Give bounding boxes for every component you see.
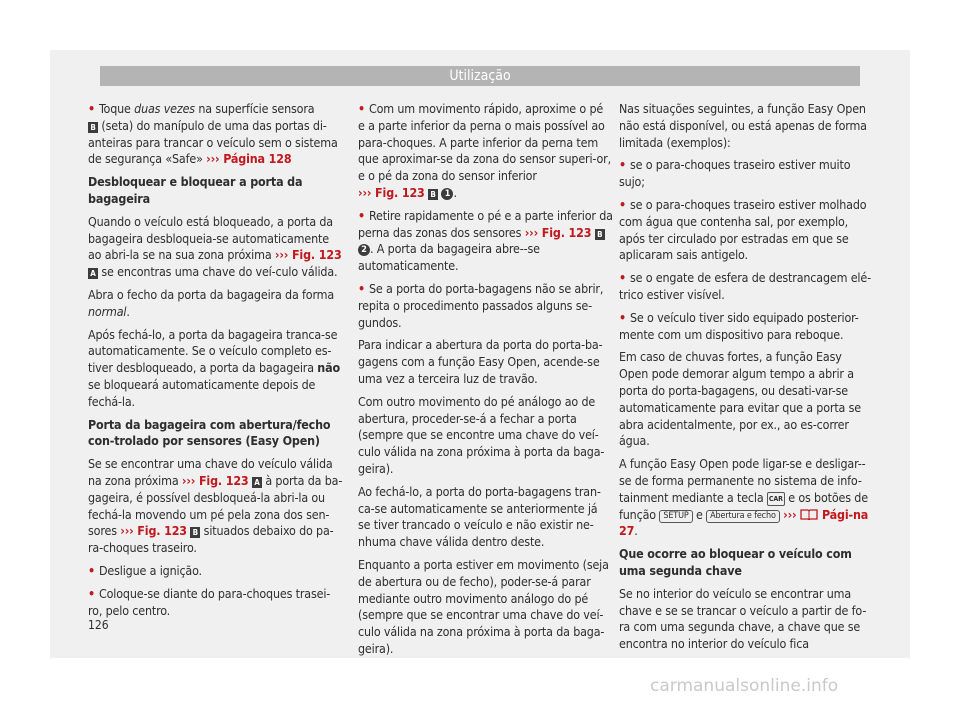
page-link[interactable]: ››› Pági-na 27 [619, 506, 869, 539]
figure-link[interactable]: ››› Fig. 123 [274, 247, 342, 263]
bullet-item: • Desligue a ignição. [88, 562, 202, 578]
paragraph: Em caso de chuvas fortes, a função Easy Open pode demorar algum tempo a abrir a porta do porta-bagagens, ou desati-var-se automaticamente para evitar que a porta se abra acidentalmente, por ex., ao es-correr água. [619, 349, 861, 449]
bullet-icon: • [88, 585, 95, 601]
paragraph: A função Easy Open pode ligar-se e desligar--se de forma permanente no sistema de info-tainment mediante a tecla CAR e os botões de função SETUP e Abertura e fecho ››› Pági-na 27. [619, 456, 869, 539]
paragraph: Abra o fecho da porta da bagageira da forma normal. [88, 286, 335, 319]
label-box: B [190, 527, 200, 538]
paragraph: Se no interior do veículo se encontrar uma chave e se se trancar o veículo a partir de fo-ra com uma segunda chave, a chave que se encontra no interior do veículo fica [619, 585, 867, 652]
column-right [619, 101, 874, 659]
bullet-icon: • [619, 196, 626, 212]
bullet-icon: • [619, 157, 626, 173]
bullet-item: • Se a porta do porta-bagagens não se abrir, repita o procedimento passados alguns se-gundos. [358, 280, 604, 330]
label-box: A [88, 268, 98, 279]
section-heading: Porta da bagageira com abertura/fecho con-trolado por sensores (Easy Open) [88, 416, 331, 449]
setup-key: SETUP [659, 510, 692, 523]
paragraph: Nas situações seguintes, a função Easy Open não está disponível, ou está apenas de forma limitada (exemplos): [619, 101, 867, 150]
bullet-item: • Retire rapidamente o pé e a parte inferior da perna das zonas dos sensores ››› Fig. 123 B 2 . A porta da bagageira abre--se automaticamente. [358, 207, 613, 274]
paragraph: Após fechá-lo, a porta da bagageira tranca-se automaticamente. Se o veículo completo es-tiver desbloqueado, a porta da bagageira não se bloqueará automaticamente depois de fechá-la. [88, 326, 340, 409]
paragraph: Ao fechá-lo, a porta do porta-bagagens tran-ca-se automaticamente se anteriormente já se tiver trancado o veículo e não existir ne-nhuma chave válida dentro deste. [358, 483, 601, 550]
bullet-icon: • [358, 207, 365, 223]
bullet-item: • se o engate de esfera de destrancagem elé-trico estiver visível. [619, 270, 871, 302]
paragraph: Com outro movimento do pé análogo ao de abertura, proceder-se-á a fechar a porta (sempre que se encontre uma chave do veí-culo válida na zona próxima à porta da baga-geira). [358, 393, 605, 476]
column-left [88, 101, 343, 625]
watermark: carmanualsonline.info [650, 676, 839, 696]
label-box: B [595, 229, 605, 240]
figure-link[interactable]: ››› Fig. 123 [358, 184, 425, 200]
bullet-icon: • [358, 101, 365, 116]
car-key-icon: CAR [767, 492, 785, 506]
bullet-icon: • [88, 101, 95, 116]
number-circle: 2 [358, 244, 370, 256]
section-heading: Desbloquear e bloquear a porta da bagageira [88, 174, 303, 206]
open-close-key: Abertura e fecho [706, 510, 780, 523]
label-box: B [428, 189, 438, 200]
number-circle: 1 [441, 188, 453, 200]
bullet-item: • se o para-choques traseiro estiver muito sujo; [619, 157, 851, 190]
paragraph: Quando o veículo está bloqueado, a porta da bagageira desbloqueia-se automaticamente ao abri-la se na sua zona próxima ››› Fig. 123 A se encontras uma chave do veí-culo válida. [88, 213, 342, 280]
column-middle [358, 101, 613, 664]
label-box: A [252, 477, 262, 488]
page-number: 126 [88, 618, 109, 632]
bullet-icon: • [619, 309, 626, 325]
page-link[interactable]: ››› Página 128 [206, 151, 292, 167]
book-icon [800, 508, 818, 520]
bullet-icon: • [619, 270, 626, 286]
bullet-item: • Coloque-se diante do para-choques trasei-ro, pelo centro. [88, 585, 331, 618]
paragraph: Se se encontrar uma chave do veículo válida na zona próxima ››› Fig. 123 A à porta da ba-gageira, é possível desbloqueá-la abri-la ou fechá-la movendo um pé pela zona dos sen-sores ››› Fig. 123 B situados debaixo do pa-ra-choques traseiro. [88, 456, 343, 556]
paragraph: Enquanto a porta estiver em movimento (seja de abertura ou de fecho), poder-se-á parar mediante outro movimento análogo do pé (sempre que se encontrar uma chave do veí-culo válida na zona próxima à porta da baga-geira). [358, 556, 609, 656]
label-box: B [88, 122, 98, 133]
figure-link[interactable]: ››› Fig. 123 [181, 472, 249, 488]
figure-link[interactable]: ››› Fig. 123 [120, 523, 187, 539]
bullet-item: • Toque duas vezes na superfície sensora B (seta) do manípulo de uma das portas di-anteiras para trancar o veículo sem o sistema de segurança «Safe» ››› Página 128 [88, 101, 338, 167]
section-header: Utilização [100, 66, 860, 86]
bullet-item: • Com um movimento rápido, aproxime o pé e a parte inferior da perna o mais possível ao para-choques. A parte inferior da perna tem que aproximar-se da zona do sensor superi-or, e o pé da zona do sensor inferior ››› Fig. 123 B 1 . [358, 101, 612, 200]
bullet-icon: • [358, 280, 365, 296]
paragraph: Para indicar a abertura da porta do porta-ba-gagens com a função Easy Open, acende-se uma vez a terceira luz de travão. [358, 337, 603, 386]
figure-link[interactable]: ››› Fig. 123 [524, 224, 592, 240]
bullet-icon: • [88, 562, 95, 578]
bullet-item: • se o para-choques traseiro estiver molhado com água que contenha sal, por exemplo, após ter circulado por estradas em que se aplicaram sais antigelo. [619, 196, 867, 263]
bullet-item: • Se o veículo tiver sido equipado posterior-mente com um dispositivo para reboque. [619, 309, 859, 342]
section-heading: Que ocorre ao bloquear o veículo com uma segunda chave [619, 546, 852, 578]
